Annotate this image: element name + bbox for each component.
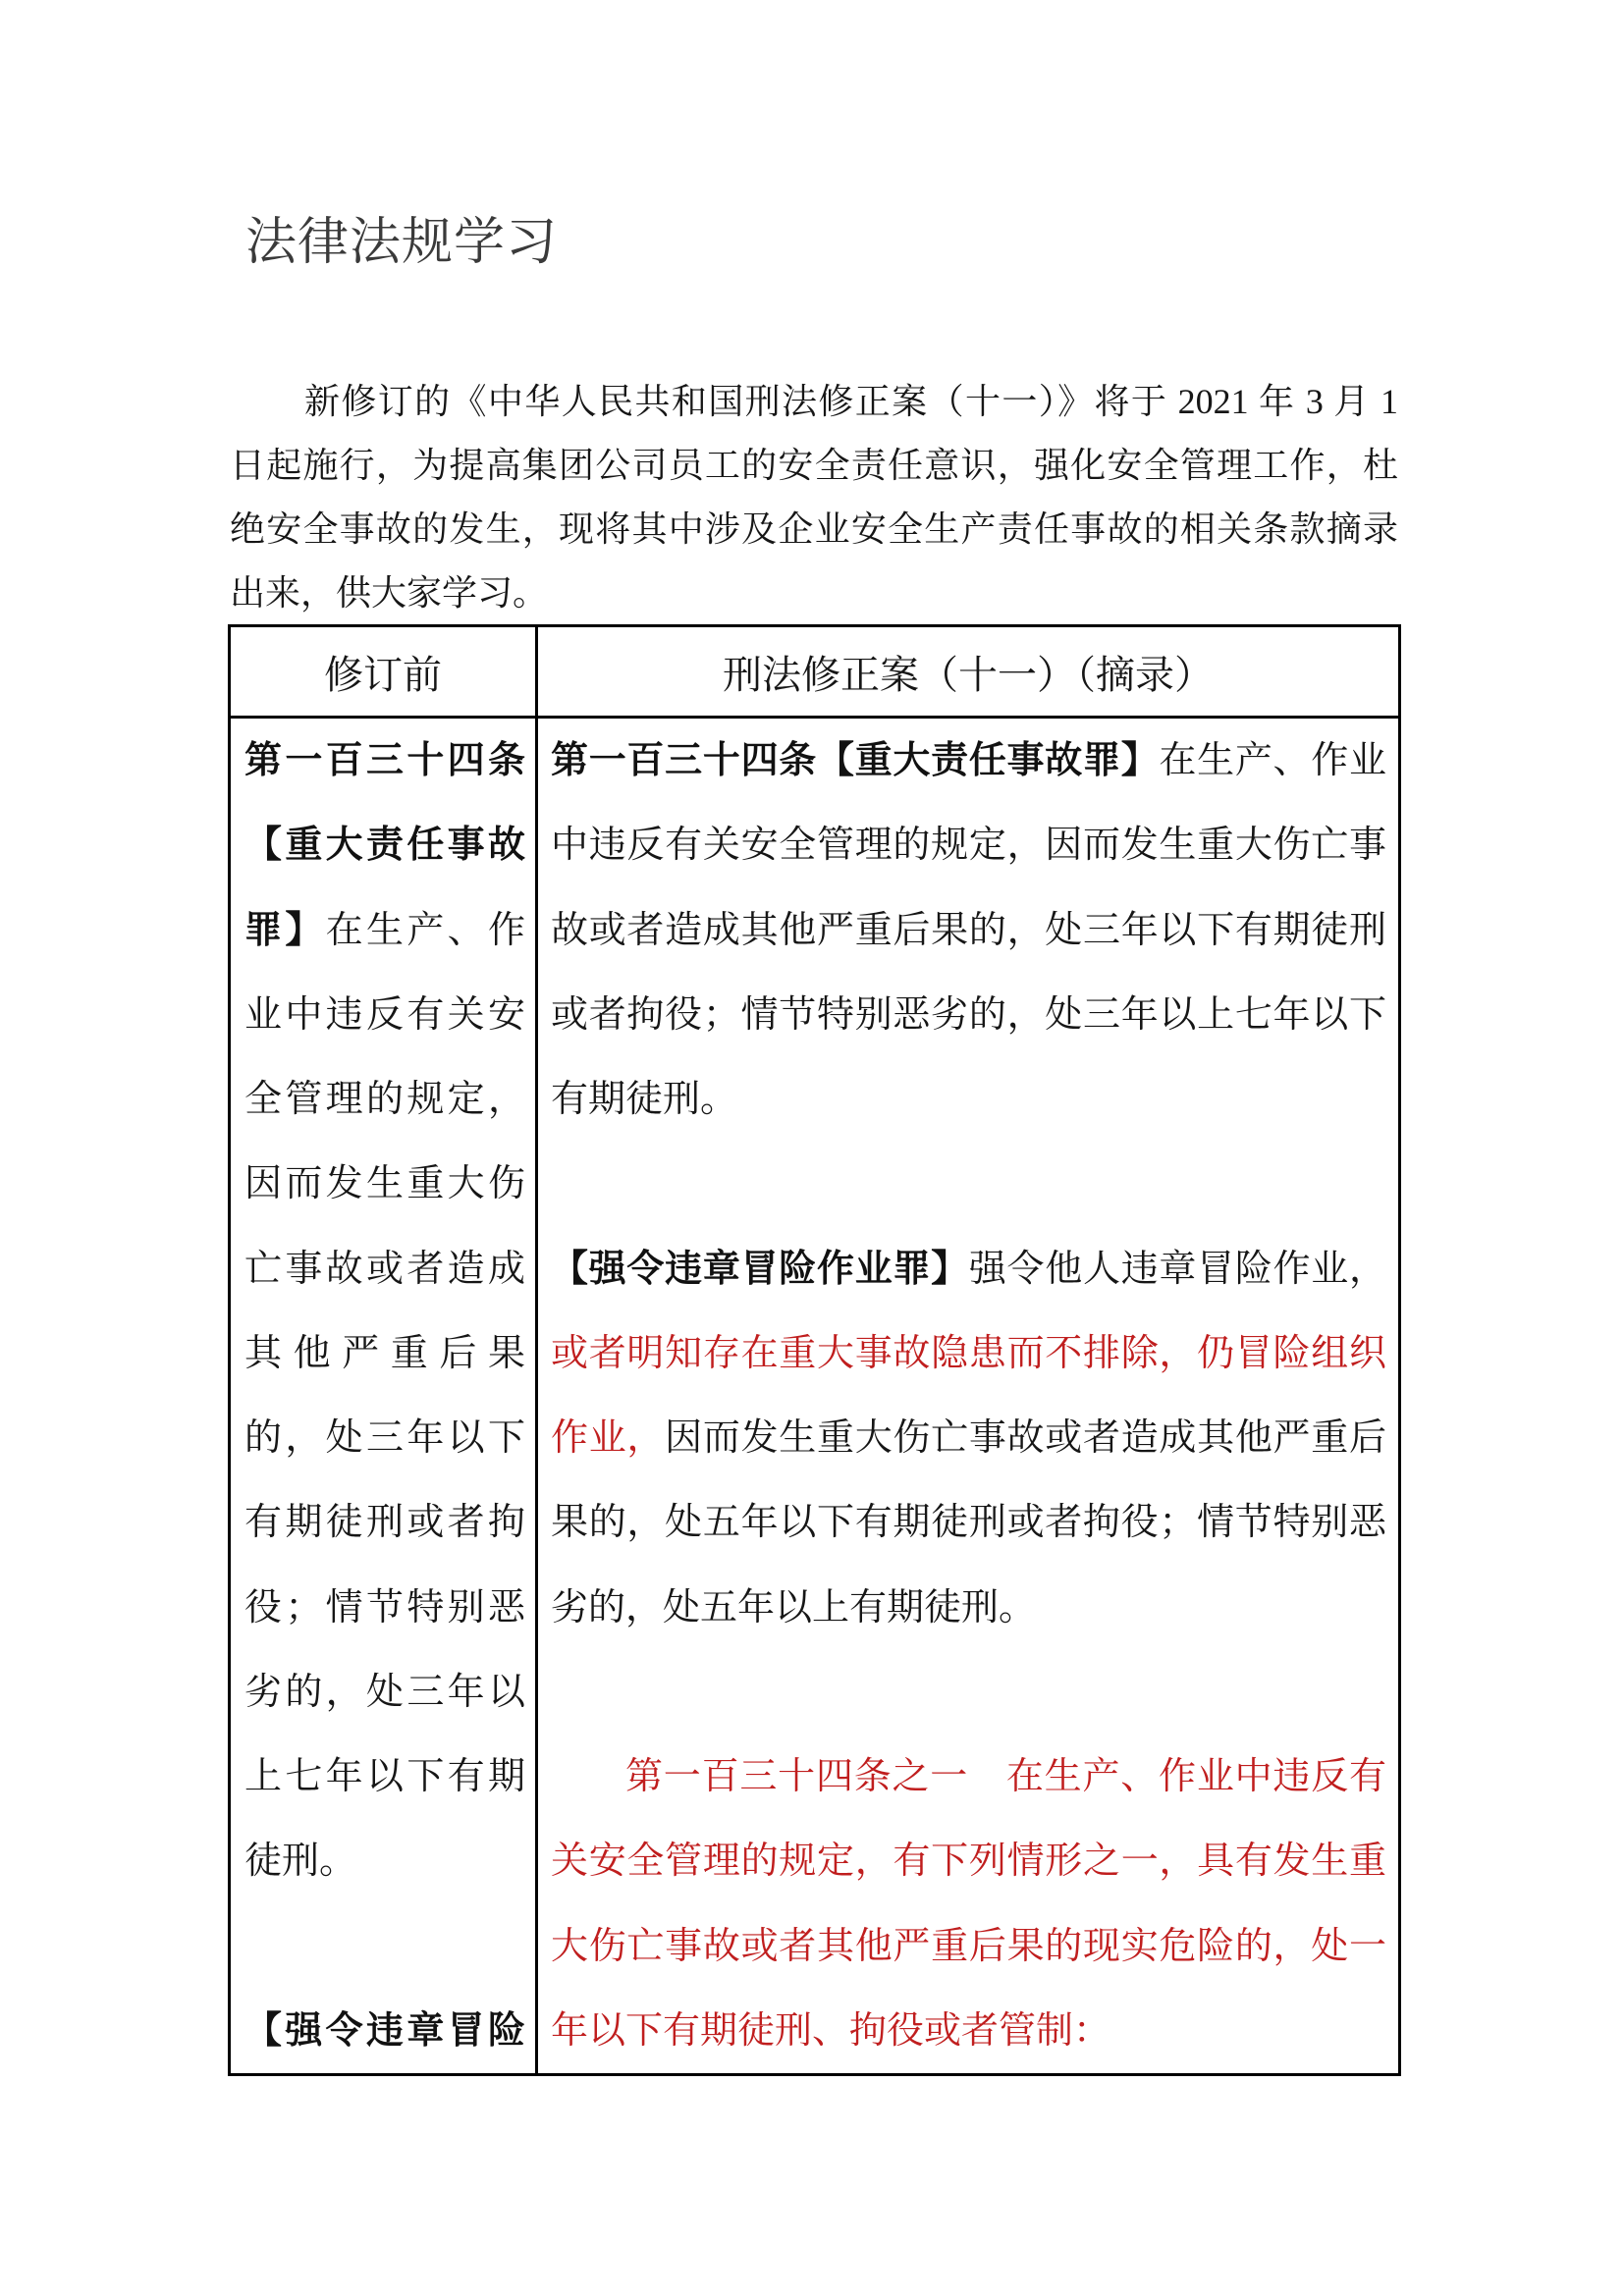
table-line — [244, 803, 525, 887]
text-segment: 新修订的《中华人民共和国刑法修正案（十一）》将于 2021 年 3 月 1 — [304, 382, 1398, 421]
text-segment: 罪】 — [244, 909, 326, 951]
table-line — [551, 719, 1386, 803]
comparison-table — [228, 624, 1401, 2076]
text-segment: 全管理的规定， — [244, 1079, 525, 1120]
text-segment: 或者明知存在重大事故隐患而不排除，仍冒险组织 — [551, 1332, 1386, 1374]
text-segment: 第一百三十四条之一 在生产、作业中违反有 — [625, 1756, 1386, 1797]
amendment-text — [538, 719, 1398, 2073]
text-segment: 出来，供大家学习。 — [230, 573, 549, 613]
text-segment: 劣的，处五年以上有期徒刑。 — [551, 1586, 1037, 1629]
table-line — [244, 1566, 525, 1650]
intro-line — [230, 370, 1398, 434]
table-line — [244, 1819, 525, 1903]
table-body-row — [230, 718, 1400, 2075]
table-line — [244, 1480, 525, 1565]
table-line — [551, 1480, 1386, 1565]
table-line — [244, 973, 525, 1057]
table-header-amendment-excerpt: 刑法修正案（十一）（摘录） — [537, 626, 1400, 718]
table-header-before-revision: 修订前 — [230, 626, 537, 718]
text-segment: 果的，处五年以下有期徒刑或者拘役；情节特别恶 — [551, 1502, 1386, 1544]
text-segment: 或者拘役；情节特别恶劣的，处三年以上七年以下 — [551, 993, 1386, 1036]
amendment-cell — [537, 718, 1400, 2075]
table-line — [244, 1142, 525, 1226]
intro-line — [230, 498, 1398, 561]
intro-line — [230, 434, 1398, 498]
table-line — [551, 973, 1386, 1057]
text-segment: 中违反有关安全管理的规定，因而发生重大伤亡事 — [551, 825, 1386, 867]
table-line — [551, 1311, 1386, 1396]
table-line — [551, 1057, 1386, 1142]
table-line — [244, 1650, 525, 1735]
table-line — [551, 1566, 1386, 1650]
table-line — [551, 1227, 1386, 1311]
table-line — [551, 888, 1386, 973]
text-segment: 【强令违章冒险 — [244, 2009, 525, 2052]
text-segment: 年以下有期徒刑、拘役或者管制： — [551, 2009, 1111, 2052]
table-line — [244, 1227, 525, 1311]
text-segment: 有期徒刑或者拘 — [244, 1502, 525, 1544]
table-line — [244, 719, 525, 803]
table-line-blank — [244, 1904, 525, 1989]
text-segment: 因而发生重大伤 — [244, 1163, 525, 1205]
table-line — [551, 1819, 1386, 1903]
text-segment: 因而发生重大伤亡事故或者造成其他严重后 — [665, 1417, 1386, 1459]
text-segment: 的，处三年以下 — [244, 1417, 525, 1459]
text-segment: 上七年以下有期 — [244, 1756, 525, 1797]
table-line — [244, 1989, 525, 2073]
table-line — [551, 803, 1386, 887]
table-line — [244, 1396, 525, 1480]
table-line — [551, 1989, 1386, 2073]
table-header-row — [230, 626, 1400, 718]
table-line-blank — [551, 1142, 1386, 1226]
text-segment: 绝安全事故的发生，现将其中涉及企业安全生产责任事故的相关条款摘录 — [230, 509, 1398, 549]
text-segment: 徒刑。 — [244, 1841, 357, 1883]
text-segment: 亡事故或者造成 — [244, 1248, 525, 1290]
text-segment: 其他严重后果 — [244, 1332, 525, 1374]
intro-paragraph — [230, 370, 1398, 625]
text-segment: 在生产、作业 — [1159, 740, 1386, 781]
table-line — [244, 888, 525, 973]
text-segment: 有期徒刑。 — [551, 1079, 738, 1120]
text-segment: 在生产、作 — [325, 909, 525, 951]
table-line — [551, 1735, 1386, 1819]
text-segment: 第一百三十四条【重大责任事故罪】 — [551, 740, 1160, 781]
text-segment: 日起施行，为提高集团公司员工的安全责任意识，强化安全管理工作，杜 — [230, 446, 1398, 485]
table-line — [244, 1735, 525, 1819]
text-segment: 作业， — [551, 1417, 666, 1459]
text-segment: 大伤亡事故或者其他严重后果的现实危险的，处一 — [551, 1925, 1386, 1967]
table-line-blank — [551, 1650, 1386, 1735]
table-line — [244, 1057, 525, 1142]
text-segment: 关安全管理的规定，有下列情形之一，具有发生重 — [551, 1841, 1386, 1883]
text-segment: 劣的，处三年以 — [244, 1671, 525, 1713]
text-segment: 【重大责任事故 — [244, 825, 525, 867]
text-segment: 强令他人违章冒险作业， — [968, 1248, 1386, 1290]
text-segment: 业中违反有关安 — [244, 993, 525, 1036]
text-segment: 第一百三十四条 — [244, 740, 525, 781]
page-title: 法律法规学习 — [245, 215, 559, 271]
text-segment: 【强令违章冒险作业罪】 — [551, 1248, 969, 1290]
before-revision-text — [231, 719, 535, 2073]
table-line — [551, 1904, 1386, 1989]
intro-line — [230, 561, 1398, 625]
text-segment: 故或者造成其他严重后果的，处三年以下有期徒刑 — [551, 909, 1386, 951]
table-line — [551, 1396, 1386, 1480]
text-segment: 役；情节特别恶 — [244, 1586, 525, 1629]
before-revision-cell — [230, 718, 537, 2075]
table-line — [244, 1311, 525, 1396]
